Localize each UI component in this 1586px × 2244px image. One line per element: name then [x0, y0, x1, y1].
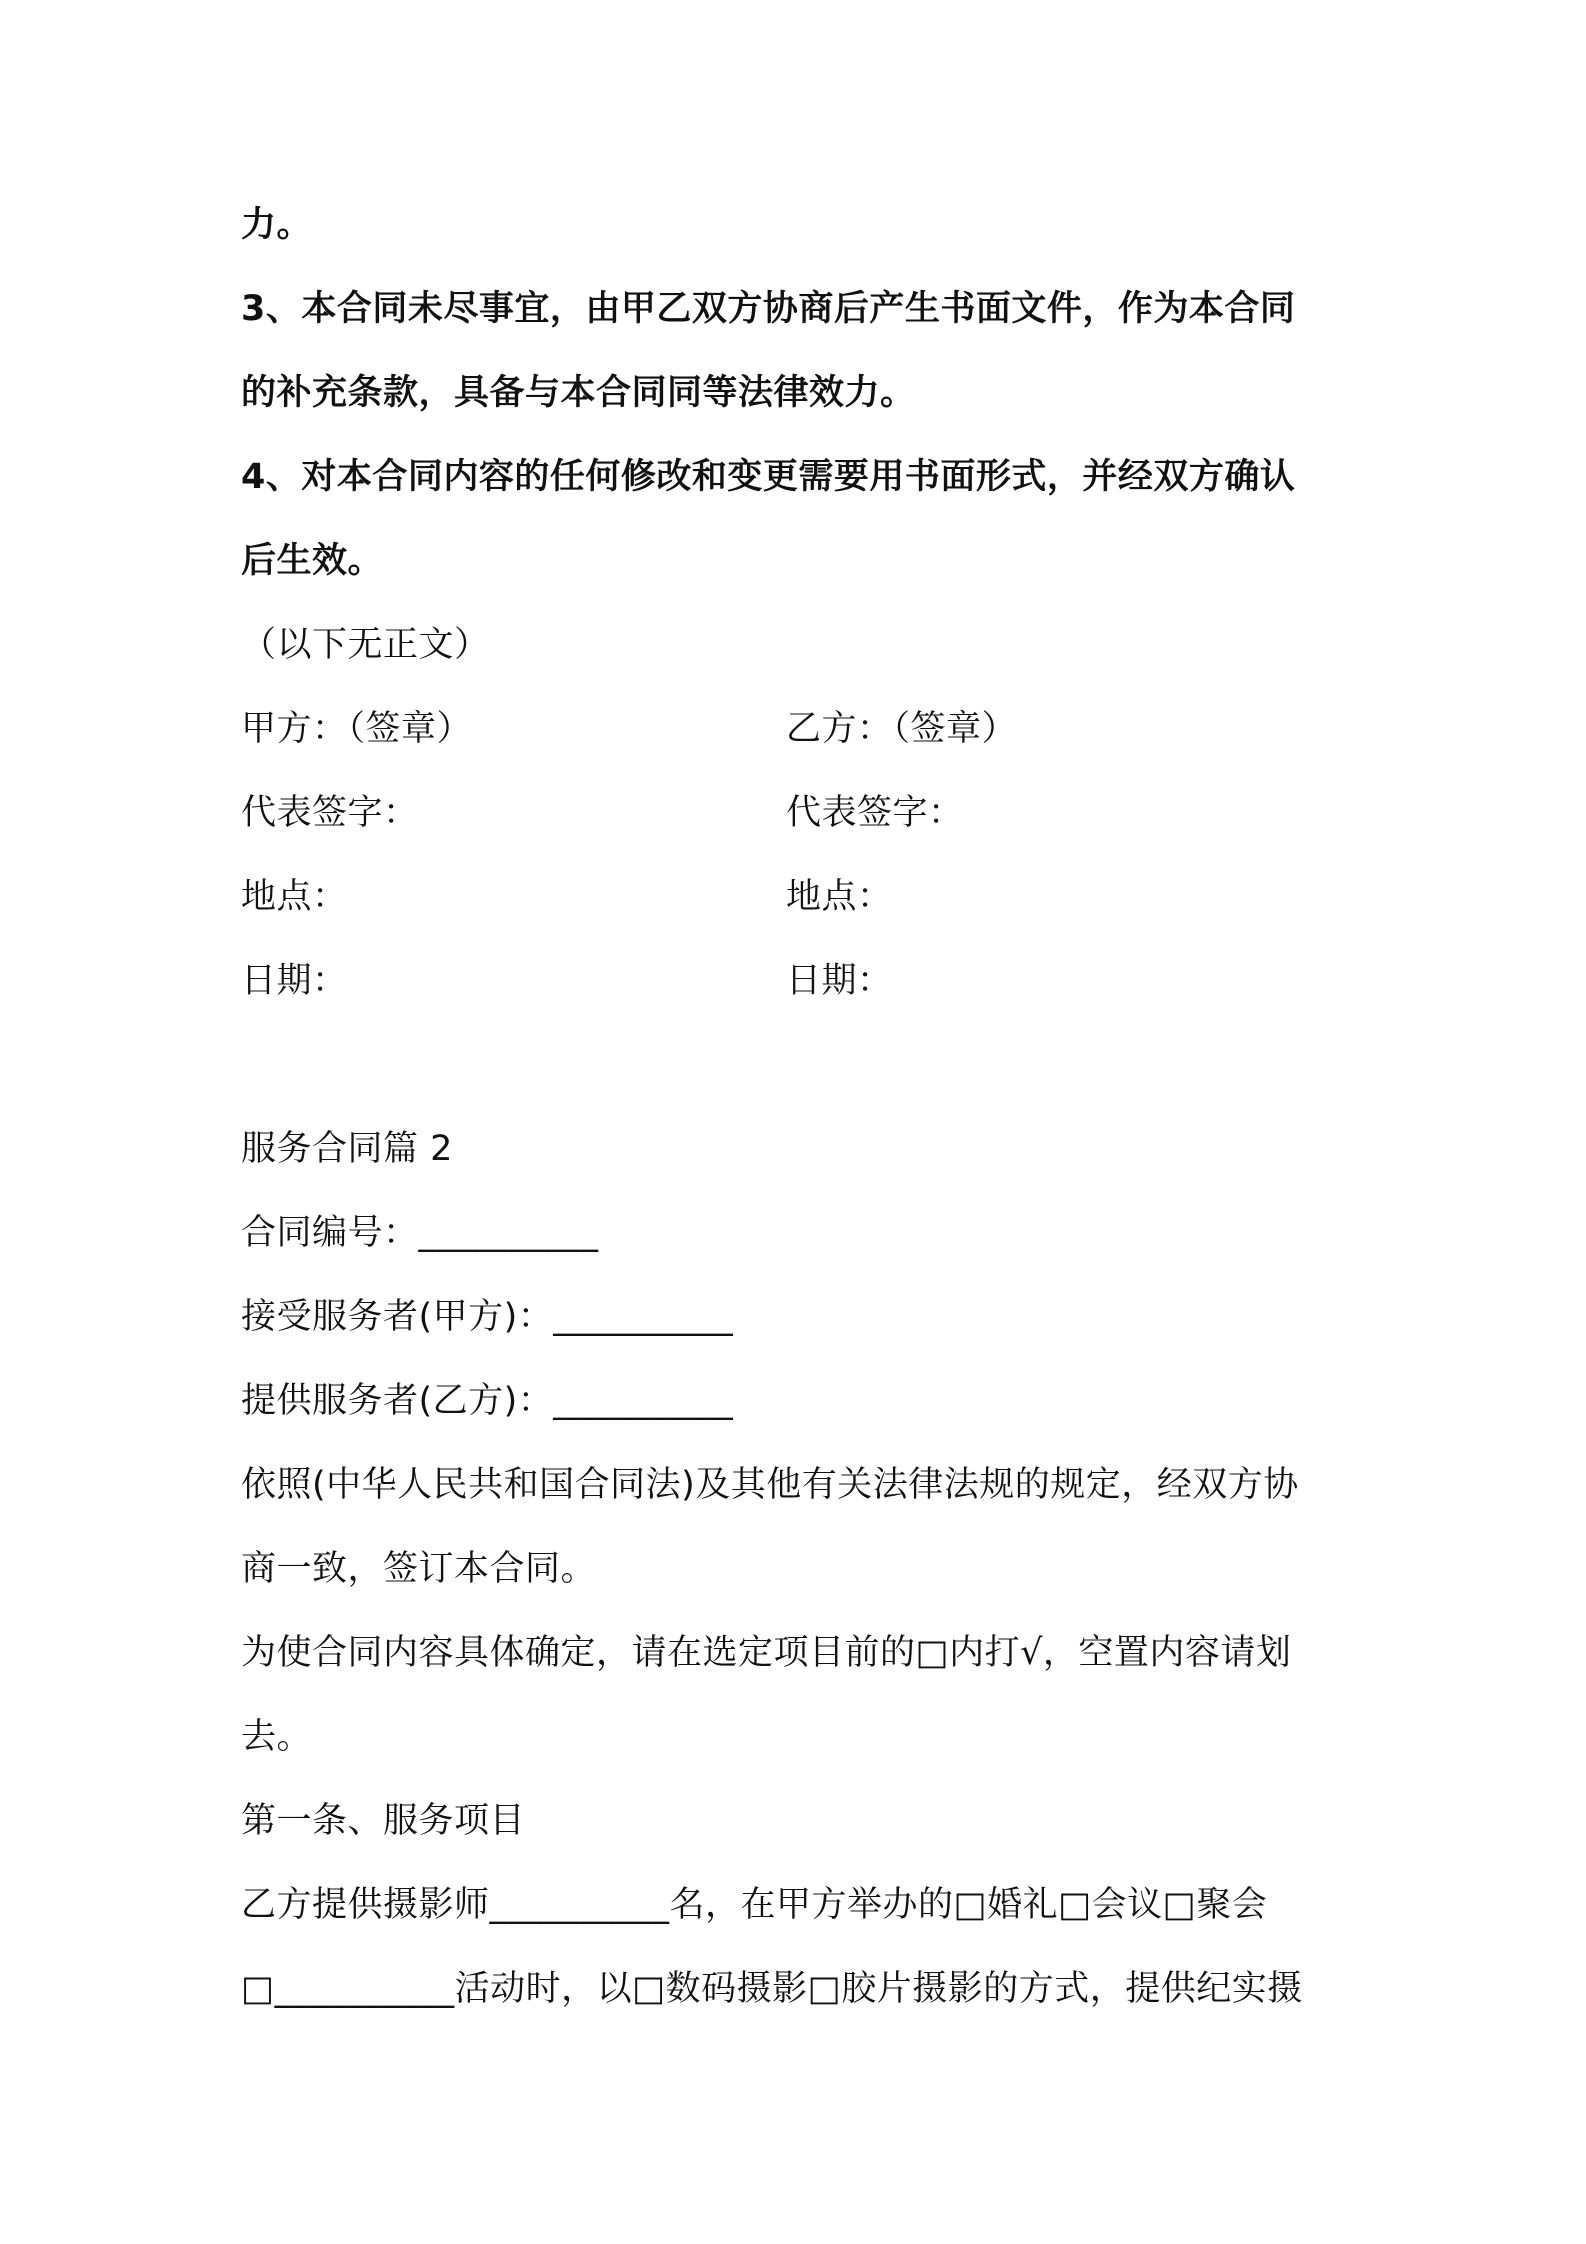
intro-line-2: 商一致，签订本合同。: [241, 1549, 597, 1589]
party-a-seal-label: 甲方：（签章）: [241, 709, 473, 749]
article-1-heading: 第一条、服务项目: [241, 1801, 526, 1841]
instruction-line-2: 去。: [241, 1717, 313, 1757]
service-provider-field: 提供服务者(乙方)：__________: [241, 1381, 734, 1421]
party-b-place-label: 地点：: [786, 877, 893, 917]
article-1-line-2: □__________活动时，以□数码摄影□胶片摄影的方式，提供纪实摄: [241, 1969, 1303, 2009]
no-body-text-note: （以下无正文）: [241, 625, 490, 665]
service-receiver-field: 接受服务者(甲方)：__________: [241, 1297, 734, 1337]
intro-line-1: 依照(中华人民共和国合同法)及其他有关法律法规的规定，经双方协: [241, 1465, 1299, 1505]
paragraph-line: 力。: [241, 205, 313, 245]
party-b-seal-label: 乙方：（签章）: [786, 709, 1018, 749]
clause-4-line-1: 4、对本合同内容的任何修改和变更需要用书面形式，并经双方确认: [241, 457, 1296, 497]
clause-4-line-2: 后生效。: [241, 541, 384, 581]
clause-3-line-2: 的补充条款，具备与本合同同等法律效力。: [241, 373, 916, 413]
clause-3-line-1: 3、本合同未尽事宜，由甲乙双方协商后产生书面文件，作为本合同: [241, 289, 1296, 329]
contract-2-title: 服务合同篇 2: [241, 1129, 453, 1169]
party-a-date-label: 日期：: [241, 961, 348, 1001]
instruction-line-1: 为使合同内容具体确定，请在选定项目前的□内打√，空置内容请划: [241, 1633, 1292, 1673]
party-b-rep-label: 代表签字：: [786, 793, 964, 833]
article-1-line-1: 乙方提供摄影师__________名，在甲方举办的□婚礼□会议□聚会: [241, 1885, 1268, 1925]
party-a-rep-label: 代表签字：: [241, 793, 419, 833]
party-a-place-label: 地点：: [241, 877, 348, 917]
contract-number-field: 合同编号：__________: [241, 1213, 599, 1253]
party-b-date-label: 日期：: [786, 961, 893, 1001]
